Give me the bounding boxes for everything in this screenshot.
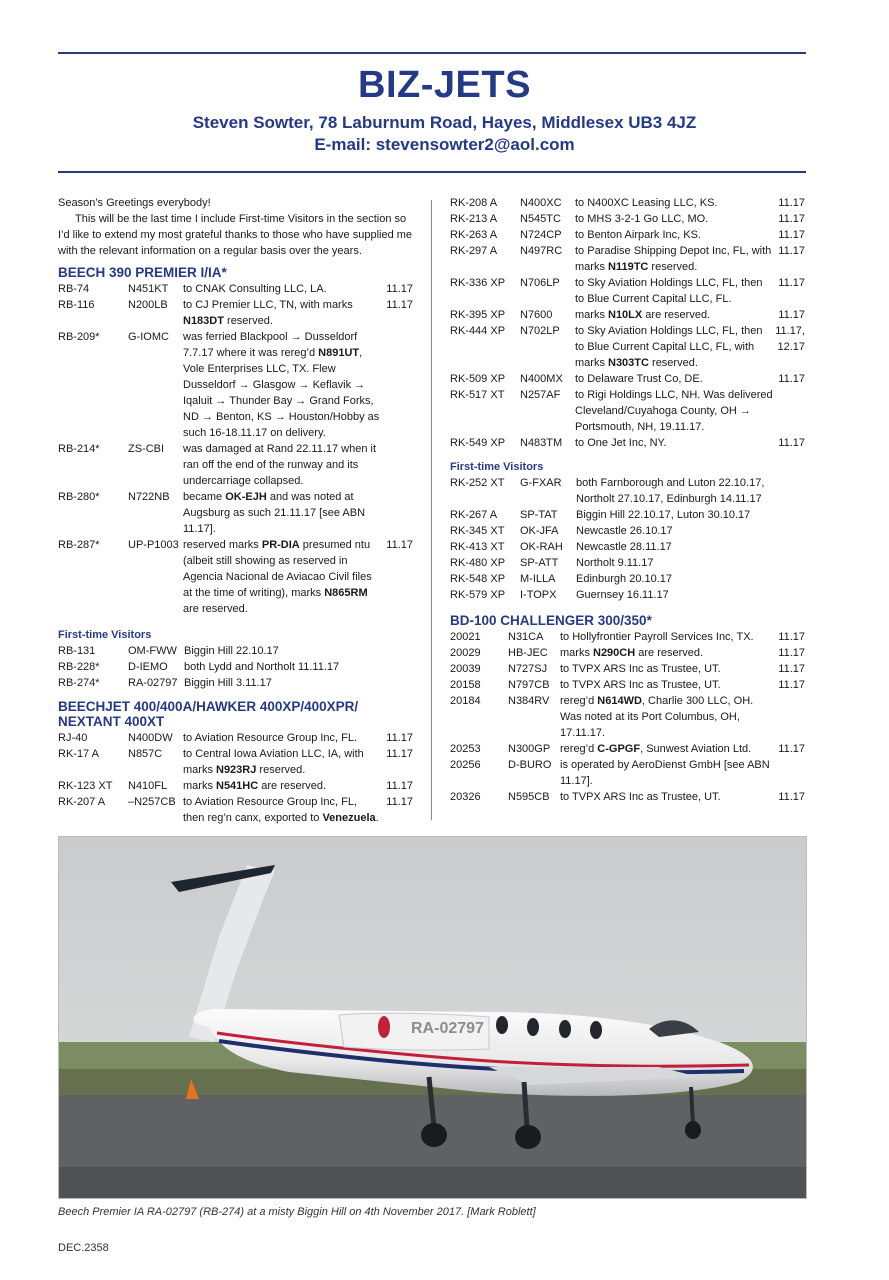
entry-date: 11.17 <box>386 299 413 311</box>
premier-heading: BEECH 390 PREMIER I/IA* <box>58 265 227 280</box>
entry-description: to Delaware Trust Co, DE. <box>575 373 703 385</box>
beechjet-ftv-heading: First-time Visitors <box>450 461 544 473</box>
list-item <box>58 675 413 691</box>
cabin-window-1 <box>496 1016 508 1034</box>
entry-registration: N483TM <box>520 437 563 449</box>
entry-description: to MHS 3-2-1 Go LLC, MO. <box>575 213 709 225</box>
beechjet-list-part2 <box>450 195 805 451</box>
column-divider <box>431 200 432 820</box>
entry-description: to TVPX ARS Inc as Trustee, UT. <box>560 663 721 675</box>
challenger-heading: BD-100 CHALLENGER 300/350* <box>450 613 652 628</box>
list-item <box>58 730 413 746</box>
entry-id: RB-214* <box>58 443 100 455</box>
list-item <box>450 741 805 757</box>
nose-wheel <box>685 1121 701 1139</box>
aircraft-photo-illustration <box>59 837 806 1198</box>
entry-description: to Benton Airpark Inc, KS. <box>575 229 701 241</box>
premier-list <box>58 281 413 617</box>
entry-id: RK-517 XT <box>450 389 505 401</box>
entry-id: RB-274* <box>58 677 100 689</box>
entry-registration: HB-JEC <box>508 647 548 659</box>
list-item <box>58 329 413 441</box>
entry-id: RK-548 XP <box>450 573 506 585</box>
beechjet-list-part1 <box>58 730 413 826</box>
entry-id: 20021 <box>450 631 481 643</box>
list-item <box>450 677 805 693</box>
list-item <box>450 307 805 323</box>
entry-registration: N857C <box>128 748 163 760</box>
entry-date: 11.17 <box>386 748 413 760</box>
list-item <box>58 778 413 794</box>
intro-greeting: Season’s Greetings everybody! <box>58 197 211 209</box>
entry-id: RK-336 XP <box>450 277 506 289</box>
entry-id: RK-123 XT <box>58 780 113 792</box>
premier-ftv-heading: First-time Visitors <box>58 629 152 641</box>
entry-description: is operated by AeroDienst GmbH [see ABN 11.17]. <box>560 759 770 787</box>
list-item <box>450 323 805 371</box>
entry-date <box>773 387 805 435</box>
entry-description: Biggin Hill 22.10.17 <box>184 645 279 657</box>
entry-description: to Sky Aviation Holdings LLC, FL, then to Blue Current Capital LLC, FL. <box>575 277 763 305</box>
entry-registration: SP-ATT <box>520 557 559 569</box>
entry-description: Edinburgh 20.10.17 <box>576 573 673 585</box>
entry-id: RB-74 <box>58 283 90 295</box>
main-wheel-left <box>421 1123 447 1147</box>
list-item <box>450 587 805 603</box>
page-title: BIZ-JETS <box>358 64 531 106</box>
list-item <box>450 371 805 387</box>
main-wheel-right <box>515 1125 541 1149</box>
entry-id: RK-345 XT <box>450 525 505 537</box>
list-item <box>450 629 805 645</box>
entry-id: RK-267 A <box>450 509 498 521</box>
beechjet-ftv-list <box>450 475 805 603</box>
entry-date: 11.17 <box>386 780 413 792</box>
entry-description: marks N541HC are reserved. <box>183 780 327 792</box>
entry-registration: N724CP <box>520 229 562 241</box>
entry-date <box>773 757 805 789</box>
entry-description: was damaged at Rand 22.11.17 when it ran off the end of the runway and its undercarriage collapsed. <box>183 443 377 487</box>
top-rule <box>58 52 806 54</box>
entry-date: 11.17 <box>778 791 805 803</box>
list-item <box>450 507 805 523</box>
entry-date: 11.17 <box>386 539 413 551</box>
entry-description: to Sky Aviation Holdings LLC, FL, then to Blue Current Capital LLC, FL, with marks N303TC reserved. <box>575 325 763 369</box>
entry-registration: OK-RAH <box>520 541 563 553</box>
entry-registration: UP-P1003 <box>128 539 179 551</box>
entry-id: 20184 <box>450 695 481 707</box>
list-item <box>450 243 805 275</box>
list-item <box>450 693 805 741</box>
entry-description: to TVPX ARS Inc as Trustee, UT. <box>560 679 721 691</box>
list-item <box>450 571 805 587</box>
entry-registration: N727SJ <box>508 663 548 675</box>
list-item <box>450 227 805 243</box>
list-item <box>450 211 805 227</box>
entry-registration: N451KT <box>128 283 169 295</box>
entry-date: 11.17 <box>386 796 413 808</box>
entry-registration: D-IEMO <box>128 661 168 673</box>
list-item <box>450 539 805 555</box>
entry-date: 11.17 <box>778 631 805 643</box>
entry-registration: SP-TAT <box>520 509 558 521</box>
entry-description: Biggin Hill 3.11.17 <box>184 677 272 689</box>
entry-registration: N410FL <box>128 780 168 792</box>
entry-registration: N497RC <box>520 245 563 257</box>
entry-registration: N400DW <box>128 732 173 744</box>
entry-date: 11.17 <box>778 197 805 209</box>
entry-date <box>381 489 413 537</box>
entry-id: RK-509 XP <box>450 373 506 385</box>
entry-id: RK-444 XP <box>450 325 506 337</box>
entry-id: RK-17 A <box>58 748 99 760</box>
author-line: Steven Sowter, 78 Laburnum Road, Hayes, Middlesex UB3 4JZ <box>192 113 697 132</box>
entry-id: RJ-40 <box>58 732 88 744</box>
entry-description: to Central Iowa Aviation LLC, IA, with marks N923RJ reserved. <box>183 748 364 776</box>
entry-registration: G-FXAR <box>520 477 562 489</box>
entry-id: RK-395 XP <box>450 309 506 321</box>
entry-description: marks N290CH are reserved. <box>560 647 704 659</box>
cabin-window-4 <box>590 1021 602 1039</box>
entry-description: to CJ Premier LLC, TN, with marks N183DT reserved. <box>183 299 353 327</box>
entry-id: RK-213 A <box>450 213 498 225</box>
photo-caption: Beech Premier IA RA-02797 (RB-274) at a misty Biggin Hill on 4th November 2017. [Mark Roblett] <box>58 1206 536 1218</box>
list-item <box>450 275 805 307</box>
entry-id: RB-228* <box>58 661 100 673</box>
cabin-window-3 <box>559 1020 571 1038</box>
entry-description: to Aviation Resource Group Inc, FL. <box>183 732 358 744</box>
intro <box>58 195 413 259</box>
list-item <box>450 555 805 571</box>
entry-registration: OK-JFA <box>520 525 559 537</box>
entry-id: 20326 <box>450 791 481 803</box>
main-gear-strut-right <box>524 1082 527 1127</box>
entry-description: both Lydd and Northolt 11.11.17 <box>184 661 340 673</box>
aircraft-photo <box>58 836 807 1199</box>
entry-description: Guernsey 16.11.17 <box>576 589 669 601</box>
entry-date: 11.17 <box>386 283 413 295</box>
entry-date: 11.17 <box>778 277 805 289</box>
entry-description: reserved marks PR-DIA presumed ntu (albeit still showing as reserved in Agencia Nacional de Aviacao Civil files at the time of writing), marks N865RM are reserved. <box>183 539 372 615</box>
challenger-list <box>450 629 805 805</box>
entry-id: RB-131 <box>58 645 96 657</box>
entry-registration: N400XC <box>520 197 562 209</box>
beechjet-heading-line-2: NEXTANT 400XT <box>58 714 165 729</box>
premier-ftv-list <box>58 643 413 691</box>
list-item <box>58 281 413 297</box>
entry-date: 11.17 <box>778 663 805 675</box>
entry-id: 20158 <box>450 679 481 691</box>
list-item <box>58 537 413 617</box>
entry-registration: N722NB <box>128 491 170 503</box>
tail-registration: RA-02797 <box>411 1020 484 1037</box>
list-item <box>450 195 805 211</box>
entry-id: RK-549 XP <box>450 437 506 449</box>
entry-registration: D-BURO <box>508 759 552 771</box>
entry-date <box>773 693 805 741</box>
entry-description: Biggin Hill 22.10.17, Luton 30.10.17 <box>576 509 751 521</box>
beechjet-heading <box>58 699 413 729</box>
entry-date: 11.17 <box>778 437 805 449</box>
entry-id: RB-287* <box>58 539 100 551</box>
list-item <box>450 661 805 677</box>
entry-registration: I-TOPX <box>520 589 557 601</box>
entry-registration: M-ILLA <box>520 573 556 585</box>
entry-description: marks N10LX are reserved. <box>575 309 711 321</box>
list-item <box>58 643 413 659</box>
tarmac-foreground <box>59 1167 806 1198</box>
entry-registration: N7600 <box>520 309 553 321</box>
entry-id: RK-207 A <box>58 796 106 808</box>
list-item <box>58 441 413 489</box>
list-item <box>450 523 805 539</box>
list-item <box>450 789 805 805</box>
entry-registration: –N257CB <box>128 796 176 808</box>
page-code: DEC.2358 <box>58 1242 109 1254</box>
entry-description: to CNAK Consulting LLC, LA. <box>183 283 327 295</box>
entry-description: rereg’d C-GPGF, Sunwest Aviation Ltd. <box>560 743 752 755</box>
entry-date <box>381 441 413 489</box>
entry-date: 11.17 <box>778 743 805 755</box>
list-item <box>58 659 413 675</box>
entry-date: 11.17 <box>778 245 805 257</box>
entry-registration: N702LP <box>520 325 560 337</box>
entry-registration: N384RV <box>508 695 550 707</box>
entry-id: RK-413 XT <box>450 541 505 553</box>
entry-description: to Aviation Resource Group Inc, FL, then reg’n canx, exported to Venezuela. <box>183 796 379 824</box>
list-item <box>58 794 413 826</box>
intro-paragraph: This will be the last time I include First-time Visitors in the section so I’d like to extend my most grateful thanks to those who have supplied me with the relevant information on a regular basis over the years. <box>58 213 413 257</box>
right-column <box>450 195 805 805</box>
entry-description: Newcastle 26.10.17 <box>576 525 673 537</box>
entry-registration: ZS-CBI <box>128 443 165 455</box>
entry-registration: N257AF <box>520 389 561 401</box>
entry-id: RK-480 XP <box>450 557 506 569</box>
entry-description: both Farnborough and Luton 22.10.17, Northolt 27.10.17, Edinburgh 14.11.17 <box>576 477 765 505</box>
entry-date: 11.17 <box>778 213 805 225</box>
entry-registration: N200LB <box>128 299 168 311</box>
entry-id: RK-263 A <box>450 229 498 241</box>
entry-date <box>381 329 413 441</box>
list-item <box>58 746 413 778</box>
entry-description: to Rigi Holdings LLC, NH. Was delivered Cleveland/Cuyahoga County, OH → Portsmouth, NH, 19.11.17. <box>575 389 773 433</box>
entry-description: to TVPX ARS Inc as Trustee, UT. <box>560 791 721 803</box>
nose-gear-strut <box>691 1087 693 1125</box>
entry-id: RB-280* <box>58 491 100 503</box>
entry-description: to Paradise Shipping Depot Inc, FL, with marks N119TC reserved. <box>575 245 772 273</box>
entry-description: to One Jet Inc, NY. <box>575 437 667 449</box>
entry-registration: N300GP <box>508 743 551 755</box>
entry-date: 11.17 <box>778 309 805 321</box>
entry-registration: N31CA <box>508 631 544 643</box>
entry-id: 20256 <box>450 759 481 771</box>
entry-id: RB-209* <box>58 331 100 343</box>
entry-date: 11.17, 12.17 <box>775 325 805 353</box>
entry-id: RK-579 XP <box>450 589 506 601</box>
entry-registration: N797CB <box>508 679 550 691</box>
entry-id: RB-116 <box>58 299 95 311</box>
entry-date: 11.17 <box>778 229 805 241</box>
list-item <box>450 435 805 451</box>
entry-description: became OK-EJH and was noted at Augsburg as such 21.11.17 [see ABN 11.17]. <box>183 491 366 535</box>
entry-id: 20029 <box>450 647 481 659</box>
entry-registration: N595CB <box>508 791 550 803</box>
header-bottom-rule <box>58 171 806 173</box>
entry-date: 11.17 <box>386 732 413 744</box>
email-line: E-mail: stevensowter2@aol.com <box>314 135 575 154</box>
entry-id: RK-297 A <box>450 245 498 257</box>
entry-description: to N400XC Leasing LLC, KS. <box>575 197 718 209</box>
entry-registration: N706LP <box>520 277 560 289</box>
entry-description: Newcastle 28.11.17 <box>576 541 672 553</box>
list-item <box>450 387 805 435</box>
list-item <box>450 757 805 789</box>
entry-date: 11.17 <box>778 679 805 691</box>
cabin-window-2 <box>527 1018 539 1036</box>
entry-registration: RA-02797 <box>128 677 178 689</box>
list-item <box>58 297 413 329</box>
list-item <box>450 645 805 661</box>
entry-description: to Hollyfrontier Payroll Services Inc, TX. <box>560 631 754 643</box>
entry-date: 11.17 <box>778 373 805 385</box>
entry-date: 11.17 <box>778 647 805 659</box>
entry-description: was ferried Blackpool → Dusseldorf 7.7.17 where it was rereg’d N891UT, Vole Enterprises LLC, TX. Flew Dusseldorf → Glasgow → Keflavik → Iqaluit → Thunder Bay → Grand Forks, ND → Benton, KS → Houston/Hobby as such 16-18.11.17 on delivery. <box>183 331 380 439</box>
entry-id: 20039 <box>450 663 481 675</box>
entry-id: RK-252 XT <box>450 477 505 489</box>
entry-description: Northolt 9.11.17 <box>576 557 654 569</box>
entry-registration: N545TC <box>520 213 561 225</box>
list-item <box>450 475 805 507</box>
entry-registration: N400MX <box>520 373 563 385</box>
left-column <box>58 195 413 826</box>
entry-description: rereg’d N614WD, Charlie 300 LLC, OH. Was noted at its Port Columbus, OH, 17.11.17. <box>560 695 754 739</box>
entry-id: 20253 <box>450 743 481 755</box>
beechjet-heading-line-1: BEECHJET 400/400A/HAWKER 400XP/400XPR/ <box>58 699 359 714</box>
engine-intake <box>378 1016 390 1038</box>
list-item <box>58 489 413 537</box>
entry-registration: OM-FWW <box>128 645 177 657</box>
entry-id: RK-208 A <box>450 197 498 209</box>
entry-registration: G-IOMC <box>128 331 169 343</box>
